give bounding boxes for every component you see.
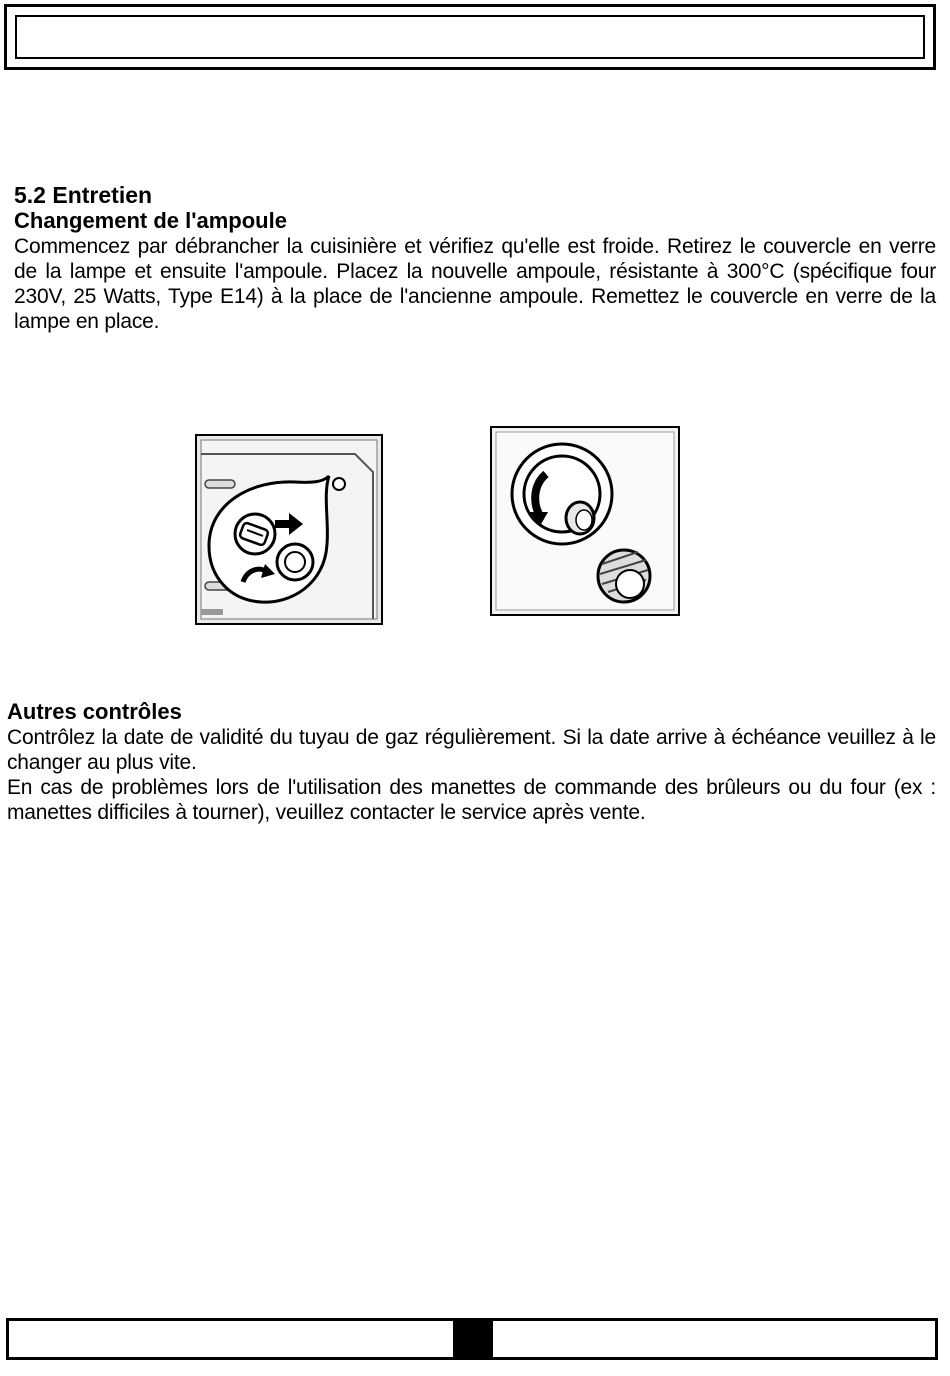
bulb-instructions: Commencez par débrancher la cuisinière et vérifiez qu'elle est froide. Retirez le couvercle en verre de la lampe et ensuite l'ampoule. Placez la nouvelle ampoule, résistante à 300°C (spécifique four 230V, 25 Watts, Type E14) à la place de l'ancienne ampoule. Remettez le couvercle en verre de la lampe en place. xyxy=(14,235,936,333)
other-controls-title: Autres contrôles xyxy=(7,699,182,724)
header-frame-inner xyxy=(15,15,925,59)
footer-right-box xyxy=(490,1318,938,1360)
maintenance-section xyxy=(14,182,936,334)
oven-lamp-cover-removal-icon xyxy=(195,434,383,625)
control-knobs-paragraph: En cas de problèmes lors de l'utilisation des manettes de commande des brûleurs ou du four (ex : manettes difficiles à tourner), veuillez contacter le service après vente. xyxy=(7,776,936,824)
footer-left-box xyxy=(6,1318,456,1360)
page-number-box xyxy=(456,1318,490,1360)
header-frame xyxy=(4,4,936,70)
section-subtitle: Changement de l'ampoule xyxy=(14,208,287,233)
footer xyxy=(6,1318,938,1360)
bulb-unscrew-icon xyxy=(490,426,680,616)
gas-hose-paragraph: Contrôlez la date de validité du tuyau de gaz régulièrement. Si la date arrive à échéance veuillez à le changer au plus vite. xyxy=(7,726,936,774)
section-title: 5.2 Entretien xyxy=(14,182,153,208)
other-controls-section xyxy=(7,699,936,825)
